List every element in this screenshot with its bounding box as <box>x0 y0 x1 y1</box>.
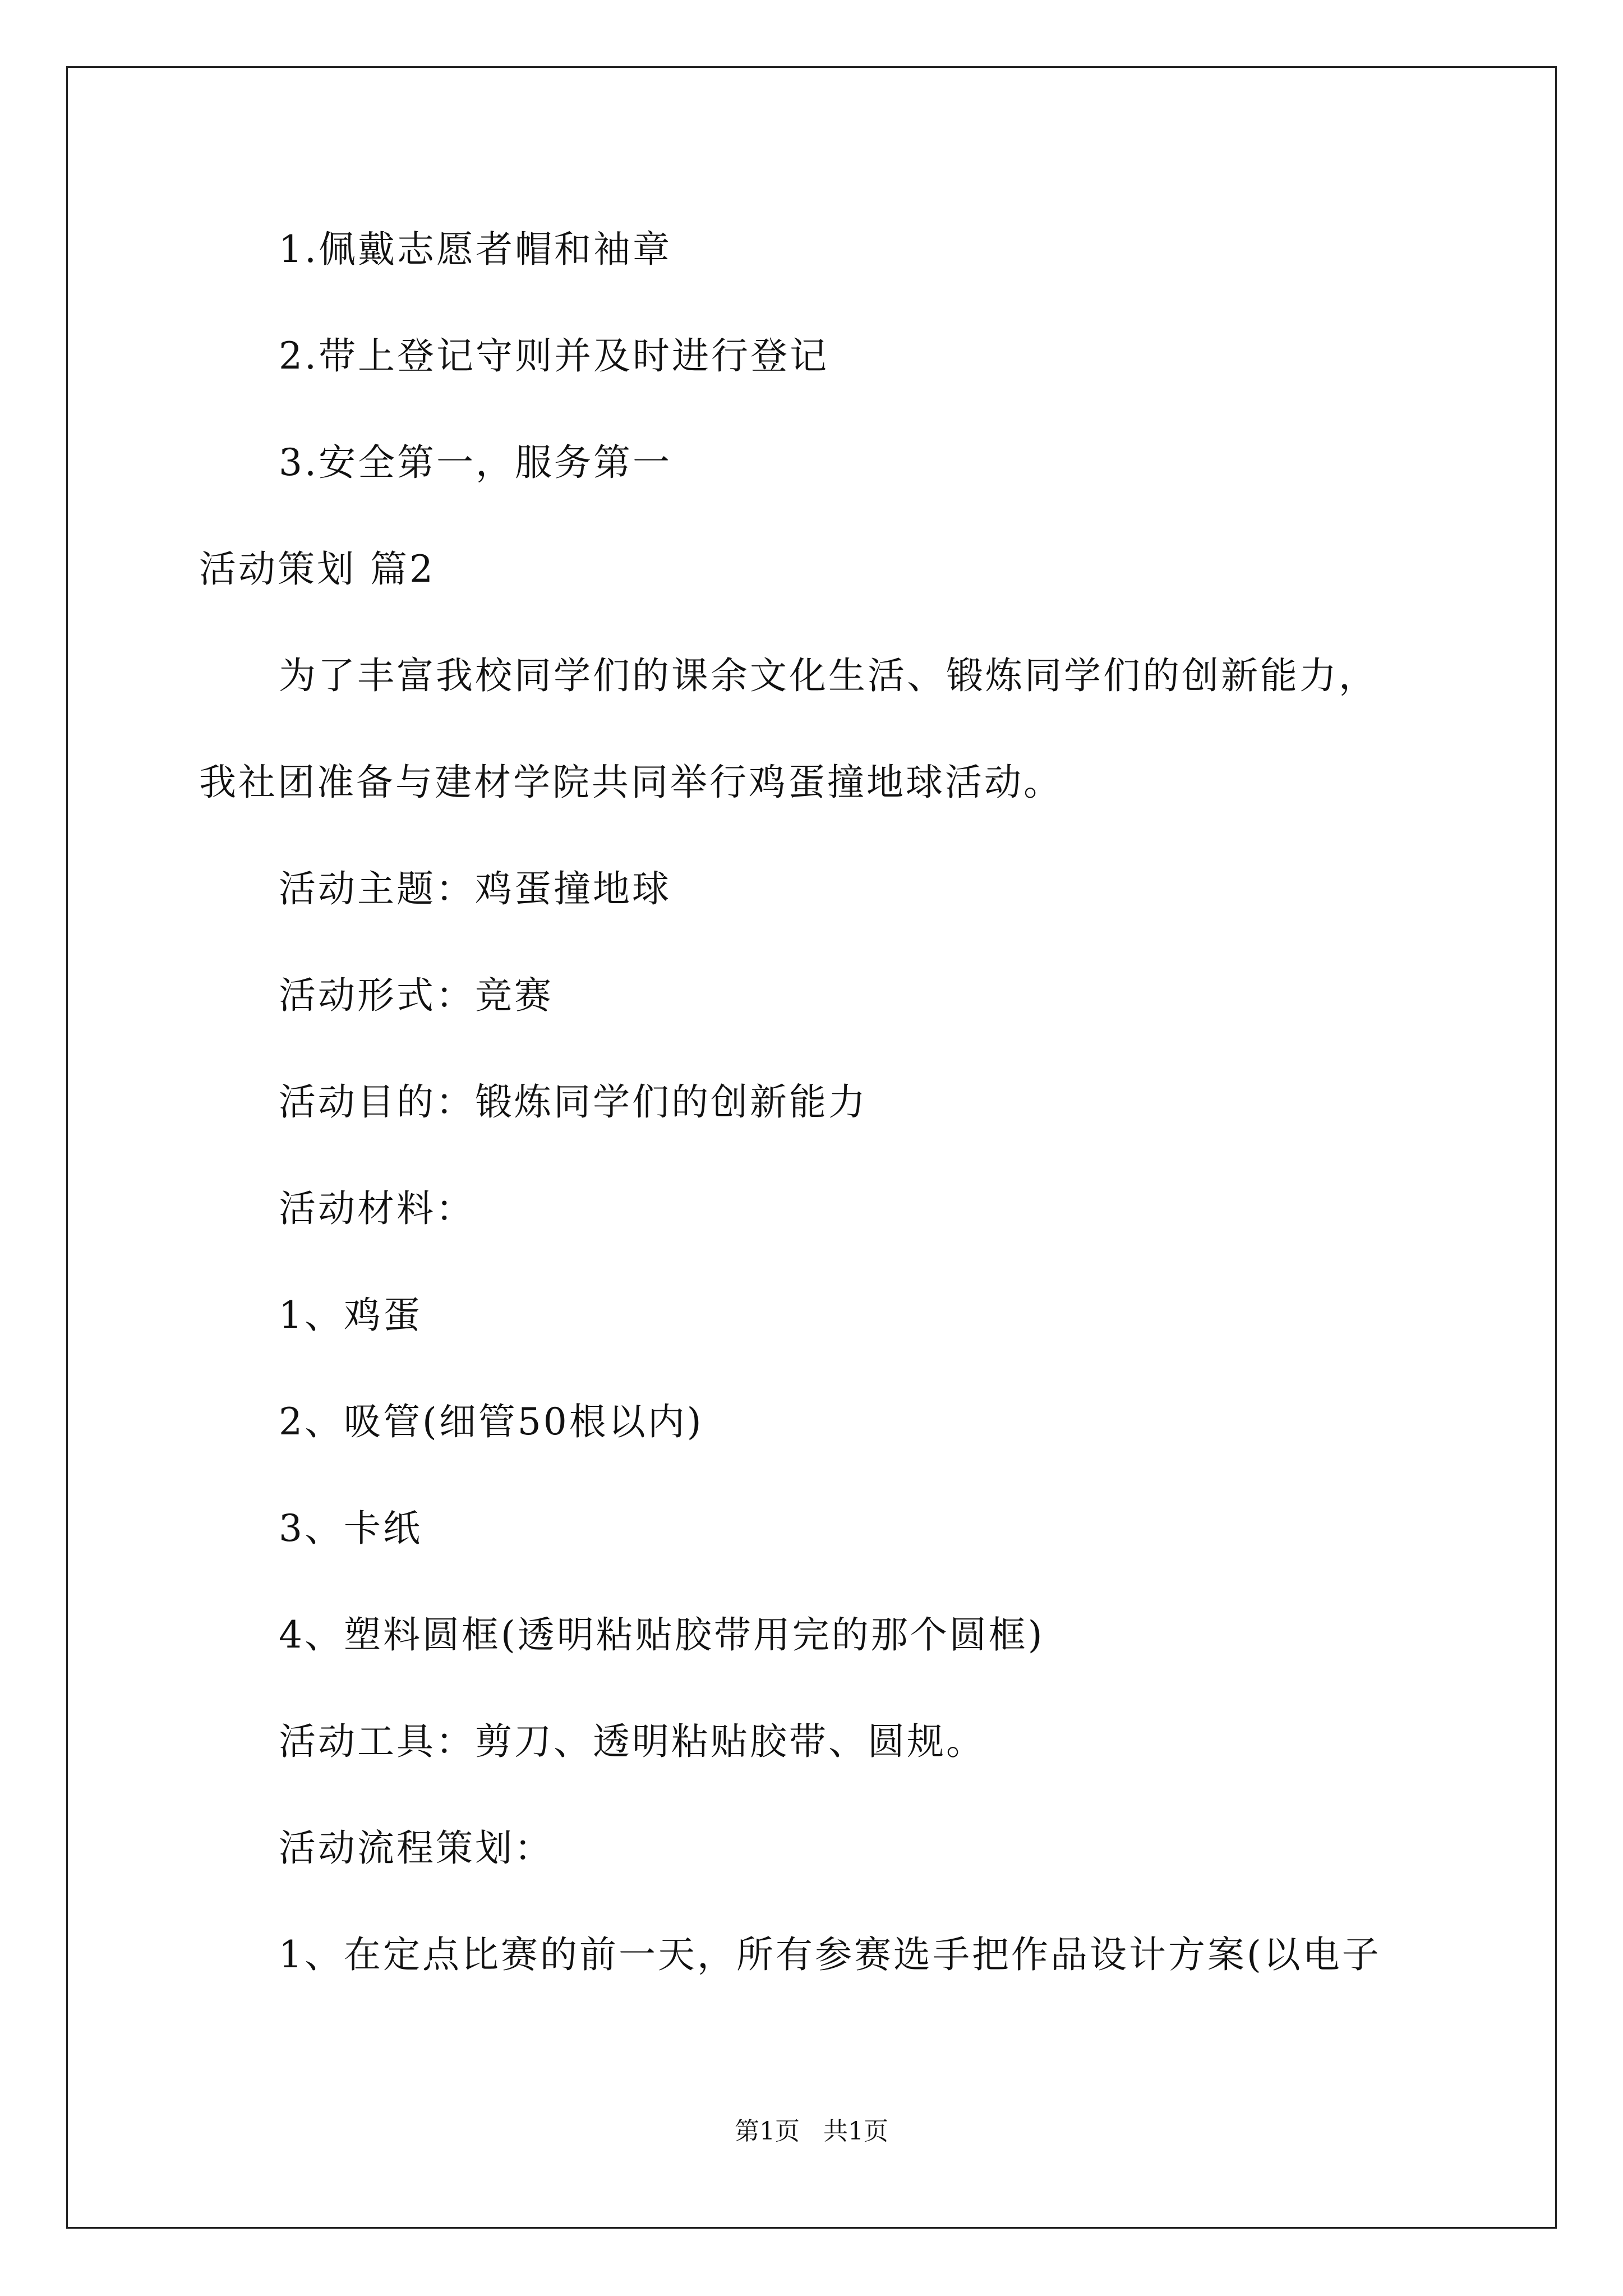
text-line: 活动材料： <box>279 1187 475 1230</box>
text-line: 1.佩戴志愿者帽和袖章 <box>279 228 672 271</box>
text-line: 我社团准备与建材学院共同举行鸡蛋撞地球活动。 <box>199 761 1063 804</box>
text-line: 活动流程策划： <box>279 1826 554 1870</box>
text-line: 3.安全第一，服务第一 <box>279 441 672 484</box>
text-line: 2、吸管(细管50根以内) <box>279 1400 704 1443</box>
text-line: 2.带上登记守则并及时进行登记 <box>279 334 829 378</box>
text-line: 活动形式：竞赛 <box>279 974 554 1017</box>
text-line: 1、鸡蛋 <box>279 1294 422 1337</box>
section-heading: 活动策划 篇2 <box>199 547 435 591</box>
text-line: 1、在定点比赛的前一天，所有参赛选手把作品设计方案(以电子 <box>279 1933 1381 1976</box>
text-line: 活动目的：锻炼同学们的创新能力 <box>279 1080 868 1124</box>
text-line: 活动工具：剪刀、透明粘贴胶带、圆规。 <box>279 1720 985 1763</box>
page-border <box>66 66 1557 2229</box>
page-footer: 第1页 共1页 <box>735 2117 888 2146</box>
text-line: 3、卡纸 <box>279 1507 422 1550</box>
text-line: 活动主题：鸡蛋撞地球 <box>279 867 671 910</box>
text-line: 4、塑料圆框(透明粘贴胶带用完的那个圆框) <box>279 1613 1045 1657</box>
text-line: 为了丰富我校同学们的课余文化生活、锻炼同学们的创新能力， <box>279 654 1378 697</box>
